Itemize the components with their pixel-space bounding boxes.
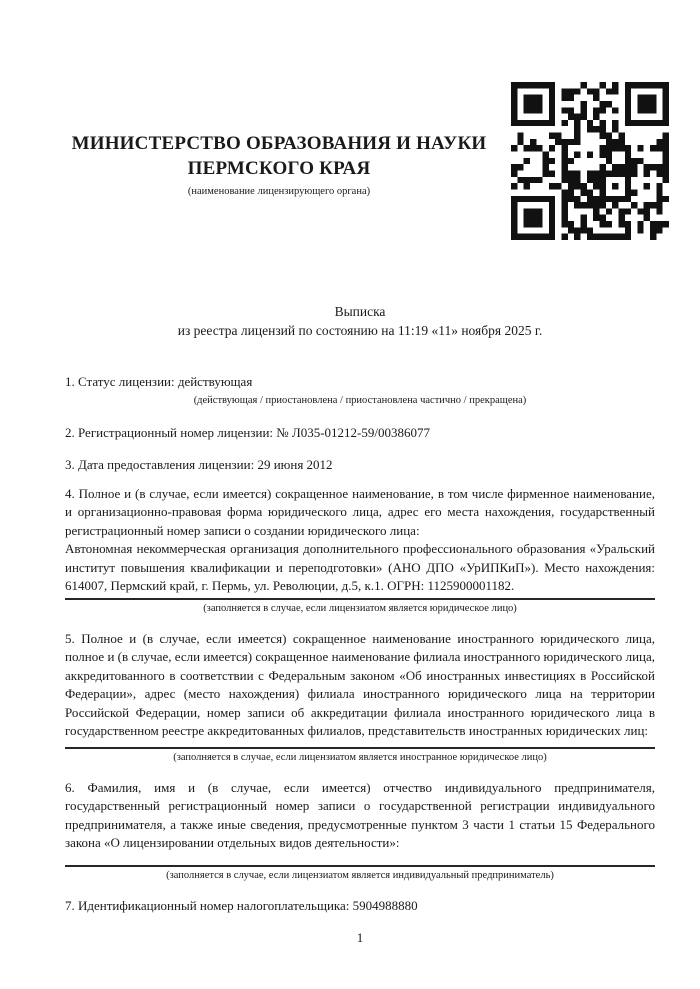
fill-in-line — [65, 747, 655, 749]
item-4-text: 4. Полное и (в случае, если имеется) сокращенное наименование, в том числе фирменное наименование, и организационно-правовая форма юридического лица, адрес его места нахождения, государственный регистрационный номер записи о создании юридического лица: — [65, 485, 655, 538]
item-7-text: 7. Идентификационный номер налогоплательщика: 5904988880 — [65, 897, 418, 913]
item-7-taxpayer-id — [65, 897, 655, 916]
item-4-value: Автономная некоммерческая организация дополнительного профессионального образования «Уральский институт повышения квалификации и переподготовки» (АНО ДПО «УрИПКиП»). Место нахождения: 614007, Пермский край, г. Пермь, ул. Революции, д.5, к.1. ОГРН: 1125900001182. — [65, 541, 655, 593]
item-4-caption: (заполняется в случае, если лицензиатом является юридическое лицо) — [203, 602, 517, 614]
document-body — [0, 302, 700, 948]
ministry-name-line2: ПЕРМСКОГО КРАЯ — [187, 158, 371, 179]
fill-in-line — [65, 865, 655, 867]
item-4-legal-entity — [65, 485, 655, 616]
ministry-caption: (наименование лицензирующего органа) — [187, 186, 371, 197]
item-1-license-status — [65, 373, 655, 408]
item-1-caption: (действующая / приостановлена / приостановлена частично / прекращена) — [193, 394, 527, 406]
qr-code-icon — [511, 80, 669, 242]
item-6-caption: (заполняется в случае, если лицензиатом является индивидуальный предприниматель) — [166, 869, 554, 881]
item-3-text: 3. Дата предоставления лицензии: 29 июня 2012 — [65, 457, 333, 472]
item-1-text: 1. Статус лицензии: действующая — [65, 374, 253, 389]
ministry-name-line1: МИНИСТЕРСТВО ОБРАЗОВАНИЯ И НАУКИ — [71, 133, 487, 154]
item-5-caption: (заполняется в случае, если лицензиатом является иностранное юридическое лицо) — [173, 751, 547, 763]
document-title-line1: Выписка — [334, 304, 386, 319]
licensing-authority-block — [66, 131, 492, 198]
fill-in-line — [65, 598, 655, 600]
page-number: 1 — [356, 930, 364, 945]
item-2-registration-number — [65, 424, 655, 443]
item-6-individual-entrepreneur — [65, 779, 655, 883]
item-5-foreign-entity — [65, 630, 655, 765]
document-title — [65, 302, 655, 340]
item-5-text: 5. Полное и (в случае, если имеется) сокращенное наименование иностранного юридического лица, полное и (в случае, если имеется) сокращенное наименование филиала иностранного юридического лица, аккредитованного в соответствии с Федеральным законом «Об иностранных инвестициях в Российской Федерации», адрес (место нахождения) филиала иностранного юридического лица на территории Российской Федерации, номер записи об аккредитации филиала иностранного юридического лица в государственном реестре аккредитованных филиалов, представительств иностранных юридических лиц: — [65, 630, 655, 738]
document-header — [0, 0, 700, 245]
document-title-line2: из реестра лицензий по состоянию на 11:19 «11» ноября 2025 г. — [177, 323, 543, 338]
item-6-text: 6. Фамилия, имя и (в случае, если имеется) отчество индивидуального предпринимателя, государственный регистрационный номер записи о государственной регистрации индивидуального предпринимателя, а также иные сведения, предусмотренные пунктом 3 части 1 статьи 15 Федерального закона «О лицензировании отдельных видов деятельности»: — [65, 779, 655, 850]
item-2-text: 2. Регистрационный номер лицензии: № Л035-01212-59/00386077 — [65, 424, 431, 440]
item-3-grant-date — [65, 456, 655, 475]
